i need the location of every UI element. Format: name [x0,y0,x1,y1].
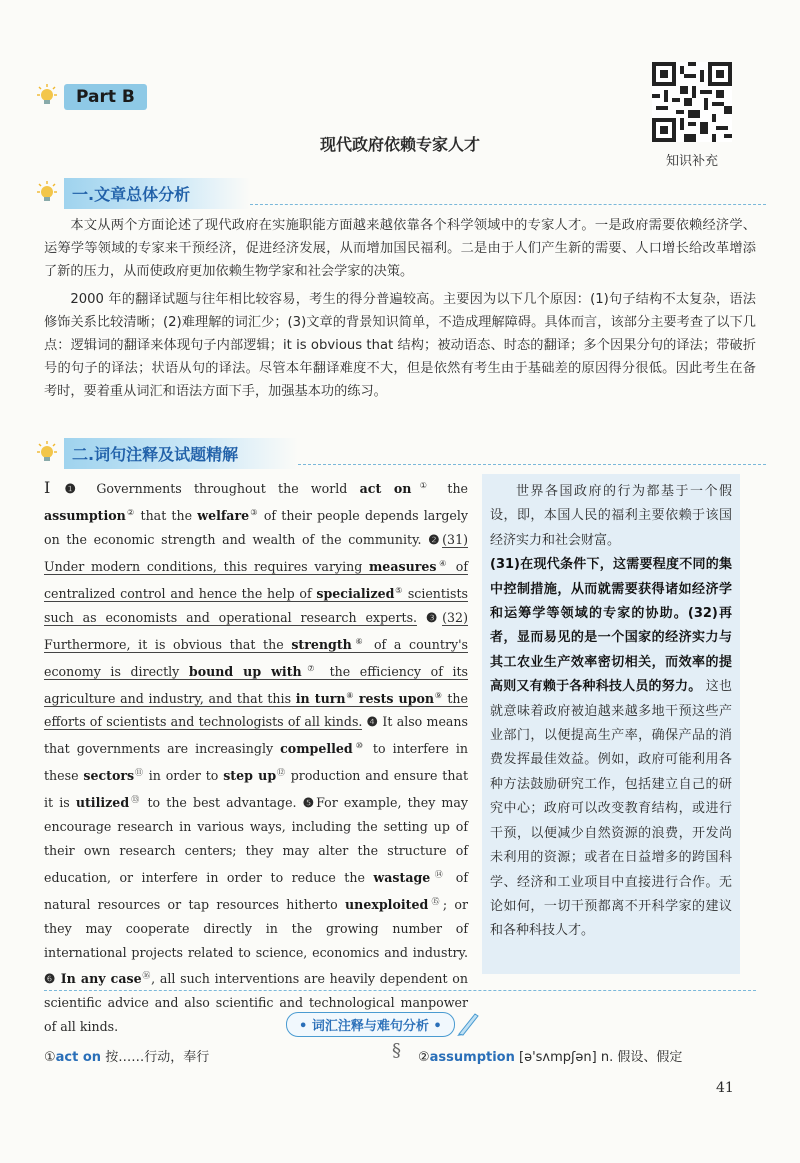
notes-banner-label: • 词汇注释与难句分析 • [286,1012,455,1037]
page-number: 41 [716,1080,734,1096]
section-two-heading [36,438,766,469]
qr-caption: 知识补充 [665,154,718,169]
section-two-label: 二.词句注释及试题精解 [64,438,298,469]
analysis-paragraph-1: 本文从两个方面论述了现代政府在实施职能方面越来越依靠各个科学领域中的专家人才。一是政府需要依赖经济学、运筹学等领域的专家来干预经济，促进经济发展，从而增加国民福利。二是由于人们产生新的需要、人口增长给改革增添了新的压力，从而使政府更加依赖生物学家和社会学家的决策。 [44,218,756,279]
analysis-paragraph-2: 2000 年的翻译试题与往年相比较容易，考生的得分普遍较高。主要因为以下几个原因：(1)句子结构不太复杂，语法修饰关系比较清晰；(2)难理解的词汇少；(3)文章的背景知识简单，不造成理解障碍。具体而言，该部分主要考查了以下几点：逻辑词的翻译来体现句子内部逻辑；it is obvious that 结构；被动语态、时态的翻译；多个因果分句的译法；带破折号的句子的译法；状语从句的译法。尽管本年翻译难度不大，但是依然有考生由于基础差的原因得分很低。因此考生在备考时，要着重从词汇和语法方面下手，加强基本功的练习。 [44,292,756,399]
page-title: 现代政府依赖专家人才 [319,135,480,154]
divider [44,990,756,991]
translation-p1: 世界各国政府的行为都基于一个假设，即，本国人民的福利主要依赖于该国经济实力和社会财富。 [490,484,732,548]
note-1: ①act on 按……行动，奉行 [44,1050,210,1065]
pen-icon [455,1012,481,1036]
part-label: Part B [64,84,147,110]
section-one-heading [36,178,766,209]
notes-banner [286,1012,481,1036]
translation-p3: 这也就意味着政府被迫越来越多地干预这些产业部门，以便提高生产率，确保产品的消费发挥最佳效益。例如，政府可能利用各种方法鼓励研究工作，包括建立自己的研究中心；政府可以改变教育结构，或进行干预，以便减少自然资源的浪费，开发尚未利用的资源；或者在日益增多的跨国科学、经济和工业项目中直接进行合作。无论如何，一切干预都离不开科学家的建议和各种科技人才。 [490,679,732,939]
translation-box [482,474,740,974]
divider [250,204,766,205]
english-passage: I ❶ Governments throughout the world act on① the assumption② that the welfare③ of their people depends largely on the economic strength and wealth of the community. ❷(31) Under modern conditions, this requires varying measures④ of centralized control and hence the help of specialized⑤ scientists such as economists and operational research experts. ❸(32) Furthermore, it is obvious that the strength⑥ of a country's economy is directly bound up with⑦ the efficiency of its agriculture and industry, and that this in turn⑧ rests upon⑨ the efforts of scientists and technologists of all kinds. ❹ It also means that governments are increasingly compelled⑩ to interfere in these sectors⑪ in order to step up⑫ production and ensure that it is utilized⑬ to the best advantage. ❺For example, they may encourage research in various ways, including the setting up of their own research centers; they may alter the structure of education, or interfere in order to reduce the wastage⑭ of natural resources or tap resources hitherto unexploited⑮; or they may cooperate directly in the growing number of international projects related to science, economics and industry. ❻ In any case⑯, all such interventions are heavily dependent on scientific advice and also scientific and technological manpower of all kinds. [44,478,469,1035]
lightbulb-icon [36,181,58,207]
lightbulb-icon [36,441,58,467]
note-2: ②assumption [ə'sʌmpʃən] n. 假设、假定 [418,1050,683,1065]
divider [298,464,766,465]
section-one-label: 一.文章总体分析 [64,178,250,209]
lightbulb-icon [36,84,58,110]
part-b-header [36,84,147,110]
squiggle-divider-icon: § [392,1040,401,1061]
qr-code-icon[interactable] [652,62,732,142]
translation-p2: (31)在现代条件下，这需要程度不同的集中控制措施，从而就需要获得诸如经济学和运筹学等领域的专家的协助。(32)再者，显而易见的是一个国家的经济实力与其工农业生产效率密切相关，而效率的提高则又有赖于各种科技人员的努力。 [490,557,732,695]
